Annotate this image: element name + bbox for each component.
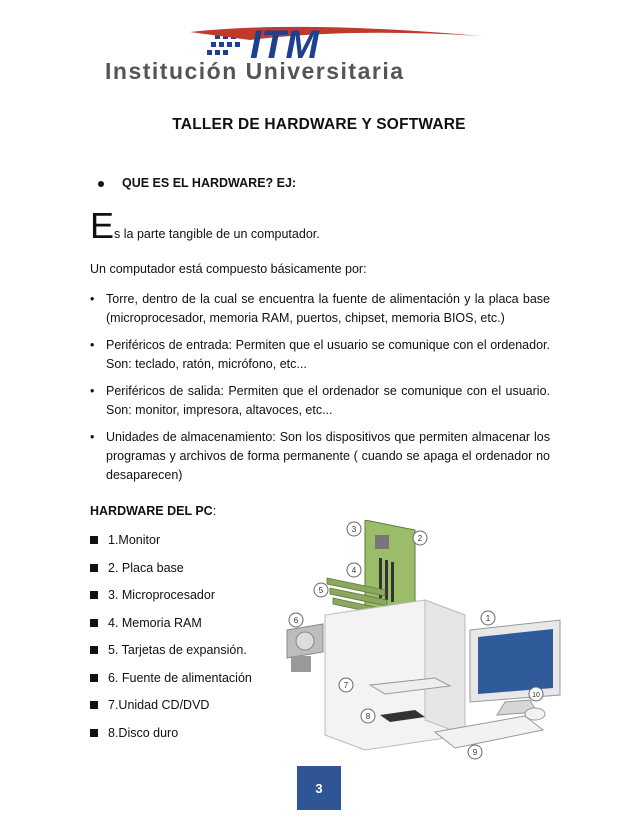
diagram-label: 3 — [351, 525, 357, 534]
list-item-label: 3. Microprocesador — [108, 588, 215, 602]
square-bullet-icon — [90, 536, 98, 544]
diagram-label: 4 — [351, 566, 357, 575]
list-item — [90, 561, 252, 589]
square-bullet-icon — [90, 701, 98, 709]
diagram-label: 10 — [532, 692, 540, 699]
mouse-icon — [525, 708, 545, 720]
question-text: QUE ES EL HARDWARE? EJ: — [122, 176, 297, 190]
list-item-label: 2. Placa base — [108, 560, 184, 575]
diagram-label: 6 — [293, 616, 299, 625]
list-item-label: 1.Monitor — [108, 533, 161, 547]
list-item — [90, 671, 252, 699]
list-item — [90, 533, 252, 561]
logo-text: ITM — [250, 23, 319, 67]
list-item — [90, 616, 252, 644]
bullet-dot — [98, 181, 104, 187]
list-item-label: 6. Fuente de alimentación — [108, 670, 252, 685]
intro-text: s la parte tangible de un computador. — [114, 227, 320, 241]
diagram-label: 8 — [365, 712, 371, 721]
power-supply-icon — [287, 624, 323, 672]
page-number-badge: 3 — [297, 766, 341, 810]
list-item-label: 4. Memoria RAM — [108, 615, 202, 630]
component-list — [90, 290, 550, 493]
pc-diagram — [275, 520, 575, 765]
institution-name: Institución Universitaria — [105, 58, 405, 82]
cpu-icon — [375, 535, 389, 549]
drop-cap: E — [90, 205, 115, 246]
question-item — [106, 176, 296, 190]
list-item — [90, 726, 252, 754]
hardware-heading — [90, 504, 216, 518]
list-item-label: 5. Tarjetas de expansión. — [108, 643, 247, 657]
diagram-label: 5 — [318, 586, 324, 595]
list-item: • Periféricos de salida: Permiten que el ordenador se comunique con el usuario. Son: monitor, impresora, altavoces, etc... — [90, 382, 550, 420]
list-item — [90, 698, 252, 726]
list-item — [90, 643, 252, 671]
hardware-list — [90, 533, 252, 753]
list-item — [90, 588, 252, 616]
square-bullet-icon — [90, 729, 98, 737]
hardware-heading-suffix: : — [212, 504, 217, 518]
diagram-label: 9 — [472, 748, 478, 757]
intro-paragraph — [90, 205, 320, 246]
page-title: TALLER DE HARDWARE Y SOFTWARE — [172, 116, 466, 133]
subtitle: Un computador está compuesto básicamente por: — [90, 262, 367, 276]
list-item: • Periféricos de entrada: Permiten que el usuario se comunique con el ordenador. Son: teclado, ratón, micrófono, etc... — [90, 336, 550, 374]
monitor-icon — [470, 620, 560, 715]
square-bullet-icon — [90, 619, 98, 627]
diagram-label: 2 — [417, 534, 423, 543]
square-bullet-icon — [90, 674, 98, 682]
square-bullet-icon — [90, 564, 98, 572]
square-bullet-icon — [90, 646, 98, 654]
diagram-label: 7 — [343, 681, 349, 690]
list-item: • Torre, dentro de la cual se encuentra la fuente de alimentación y la placa base (microprocesador, memoria RAM, puertos, chipset, memoria BIOS, etc.) — [90, 290, 550, 328]
list-item-label: 7.Unidad CD/DVD — [108, 698, 210, 712]
list-item: • Unidades de almacenamiento: Son los dispositivos que permiten almacenar los programas y archivos de forma permanente ( cuando se apaga el ordenador no desaparecen) — [90, 428, 550, 485]
tower-case-icon — [325, 600, 465, 750]
square-bullet-icon — [90, 591, 98, 599]
hardware-heading-text: HARDWARE DEL PC — [90, 504, 213, 518]
list-item-label: 8.Disco duro — [108, 725, 179, 740]
diagram-label: 1 — [485, 614, 491, 623]
itm-logo — [100, 22, 550, 82]
